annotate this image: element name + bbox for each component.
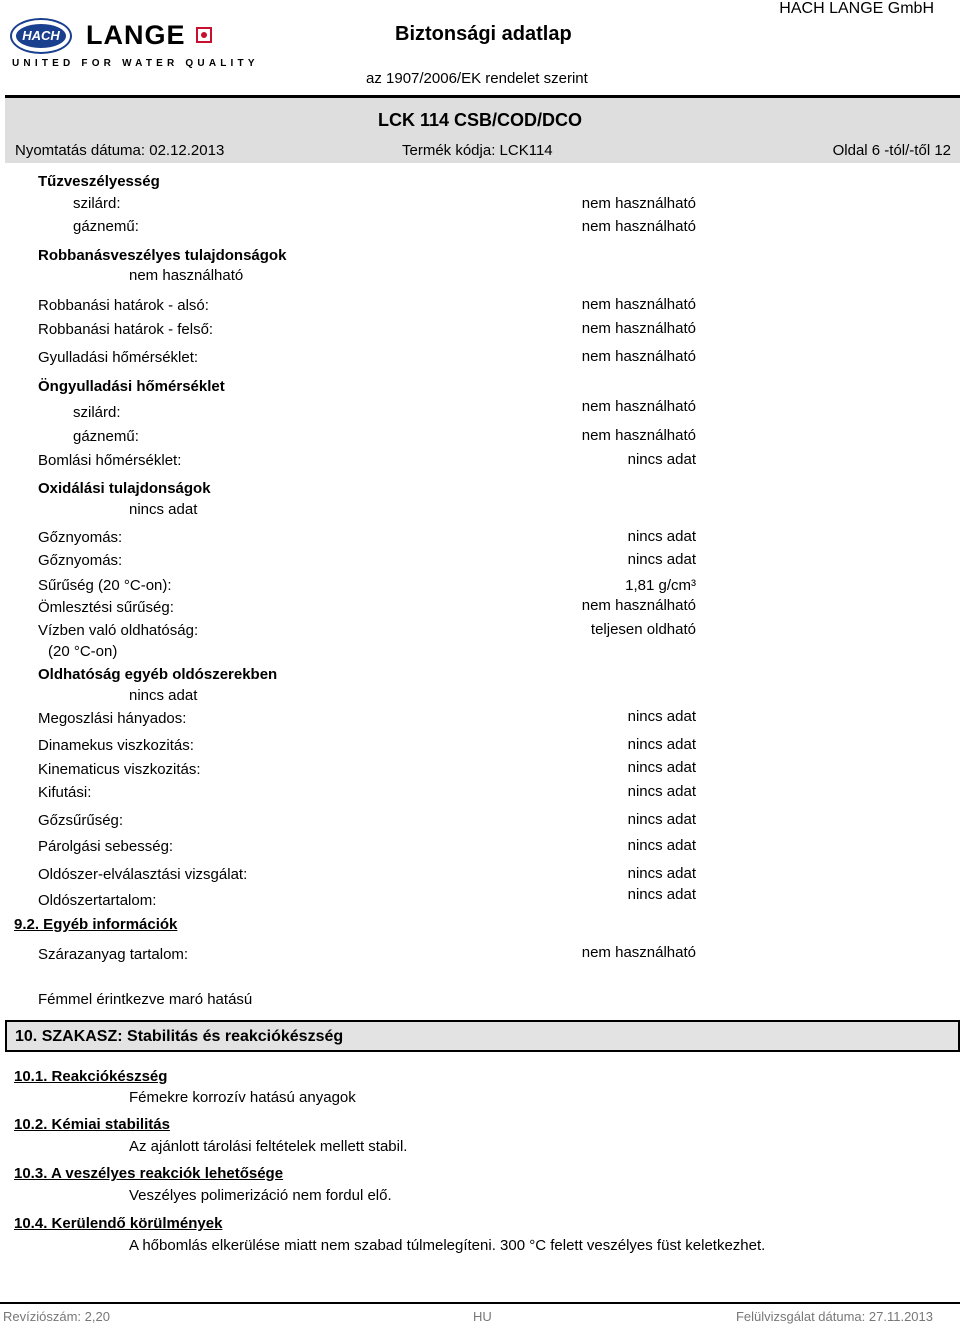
conditions-avoid-heading: 10.4. Kerülendő körülmények	[14, 1215, 223, 1232]
page-number: Oldal 6 -tól/-től 12	[832, 142, 951, 159]
solubility-other-value: nincs adat	[129, 687, 198, 704]
fire-hazard-heading: Tűzveszélyesség	[38, 173, 160, 190]
metal-note: Fémmel érintkezve maró hatású	[38, 991, 253, 1008]
water-solubility-temp: (20 °C-on)	[48, 643, 118, 660]
solvent-content-value: nincs adat	[627, 886, 696, 903]
oxidizing-heading: Oxidálási tulajdonságok	[38, 480, 211, 497]
product-code: Termék kódja: LCK114	[402, 142, 553, 159]
vapor-density-value: nincs adat	[627, 811, 696, 828]
review-date: Felülvizsgálat dátuma: 27.11.2013	[735, 1309, 933, 1324]
solvent-separation-value: nincs adat	[627, 865, 696, 882]
reactivity-heading: 10.1. Reakciókészség	[14, 1068, 168, 1085]
self-ignition-heading: Öngyulladási hőmérséklet	[38, 378, 225, 395]
chemical-stability-text: Az ajánlott tárolási feltételek mellett stabil.	[129, 1138, 408, 1155]
gaseous-value-2: nem használható	[581, 427, 696, 444]
gaseous-label-2: gáznemű:	[73, 428, 139, 445]
solid-label: szilárd:	[73, 195, 121, 212]
hach-logo-text: HACH	[16, 24, 66, 48]
other-info-heading: 9.2. Egyéb információk	[14, 916, 178, 933]
document-subtitle: az 1907/2006/EK rendelet szerint	[366, 70, 588, 87]
density-label: Sűrűség (20 °C-on):	[38, 577, 172, 594]
ignition-value: nem használható	[581, 348, 696, 365]
evaporation-value: nincs adat	[627, 837, 696, 854]
flow-label: Kifutási:	[38, 784, 92, 801]
vapor-pressure-value-2: nincs adat	[627, 551, 696, 568]
decomposition-label: Bomlási hőmérséklet:	[38, 452, 182, 469]
lange-logo-text: LANGE	[86, 20, 186, 50]
ignition-label: Gyulladási hőmérséklet:	[38, 349, 199, 366]
solvent-separation-label: Oldószer-elválasztási vizsgálat:	[38, 866, 248, 883]
water-solubility-label: Vízben való oldhatóság:	[38, 622, 199, 639]
dry-matter-label: Szárazanyag tartalom:	[38, 946, 189, 963]
explosive-heading: Robbanásveszélyes tulajdonságok	[38, 247, 287, 264]
explosion-lower-label: Robbanási határok - alsó:	[38, 297, 209, 314]
hazardous-reactions-text: Veszélyes polimerizáció nem fordul elő.	[129, 1187, 392, 1204]
solid-label-2: szilárd:	[73, 404, 121, 421]
kinematic-viscosity-label: Kinematicus viszkozitás:	[38, 761, 201, 778]
explosion-upper-label: Robbanási határok - felső:	[38, 321, 214, 338]
revision-number: Revíziószám: 2,20	[3, 1309, 110, 1324]
country-code: HU	[473, 1309, 492, 1324]
lange-logo-mark	[196, 27, 212, 43]
evaporation-label: Párolgási sebesség:	[38, 838, 174, 855]
chemical-stability-heading: 10.2. Kémiai stabilitás	[14, 1116, 170, 1133]
footer-divider	[0, 1302, 960, 1304]
solubility-other-heading: Oldhatóság egyéb oldószerekben	[38, 666, 278, 683]
water-solubility-value: teljesen oldható	[590, 621, 696, 638]
hach-logo	[10, 18, 72, 54]
bulk-density-label: Ömlesztési sűrűség:	[38, 599, 174, 616]
decomposition-value: nincs adat	[627, 451, 696, 468]
vapor-pressure-value: nincs adat	[627, 528, 696, 545]
kinematic-viscosity-value: nincs adat	[627, 759, 696, 776]
product-name: LCK 114 CSB/COD/DCO	[378, 110, 583, 130]
print-date: Nyomtatás dátuma: 02.12.2013	[15, 142, 225, 159]
vapor-density-label: Gőzsűrűség:	[38, 812, 124, 829]
explosion-upper-value: nem használható	[581, 320, 696, 337]
dynamic-viscosity-label: Dinamekus viszkozitás:	[38, 737, 194, 754]
vapor-pressure-label: Gőznyomás:	[38, 529, 123, 546]
solid-value-2: nem használható	[581, 398, 696, 415]
dry-matter-value: nem használható	[581, 944, 696, 961]
oxidizing-value: nincs adat	[129, 501, 198, 518]
explosive-value: nem használható	[129, 267, 244, 284]
dynamic-viscosity-value: nincs adat	[627, 736, 696, 753]
gaseous-value: nem használható	[581, 218, 696, 235]
section-10-title: 10. SZAKASZ: Stabilitás és reakciókészség	[15, 1028, 344, 1045]
document-title: Biztonsági adatlap	[395, 23, 572, 45]
gaseous-label: gáznemű:	[73, 218, 139, 235]
partition-label: Megoszlási hányados:	[38, 710, 187, 727]
partition-value: nincs adat	[627, 708, 696, 725]
explosion-lower-value: nem használható	[581, 296, 696, 313]
bulk-density-value: nem használható	[581, 597, 696, 614]
hazardous-reactions-heading: 10.3. A veszélyes reakciók lehetősége	[14, 1165, 284, 1182]
solid-value: nem használható	[581, 195, 696, 212]
density-value: 1,81 g/cm³	[625, 577, 696, 594]
vapor-pressure-label-2: Gőznyomás:	[38, 552, 123, 569]
company-name: HACH LANGE GmbH	[779, 0, 934, 17]
solvent-content-label: Oldószertartalom:	[38, 892, 157, 909]
flow-value: nincs adat	[627, 783, 696, 800]
logo-tagline: UNITED FOR WATER QUALITY	[12, 58, 259, 69]
conditions-avoid-text: A hőbomlás elkerülése miatt nem szabad túlmelegíteni. 300 °C felett veszélyes füst keletkezhet.	[129, 1237, 766, 1254]
reactivity-text: Fémekre korrozív hatású anyagok	[129, 1089, 356, 1106]
